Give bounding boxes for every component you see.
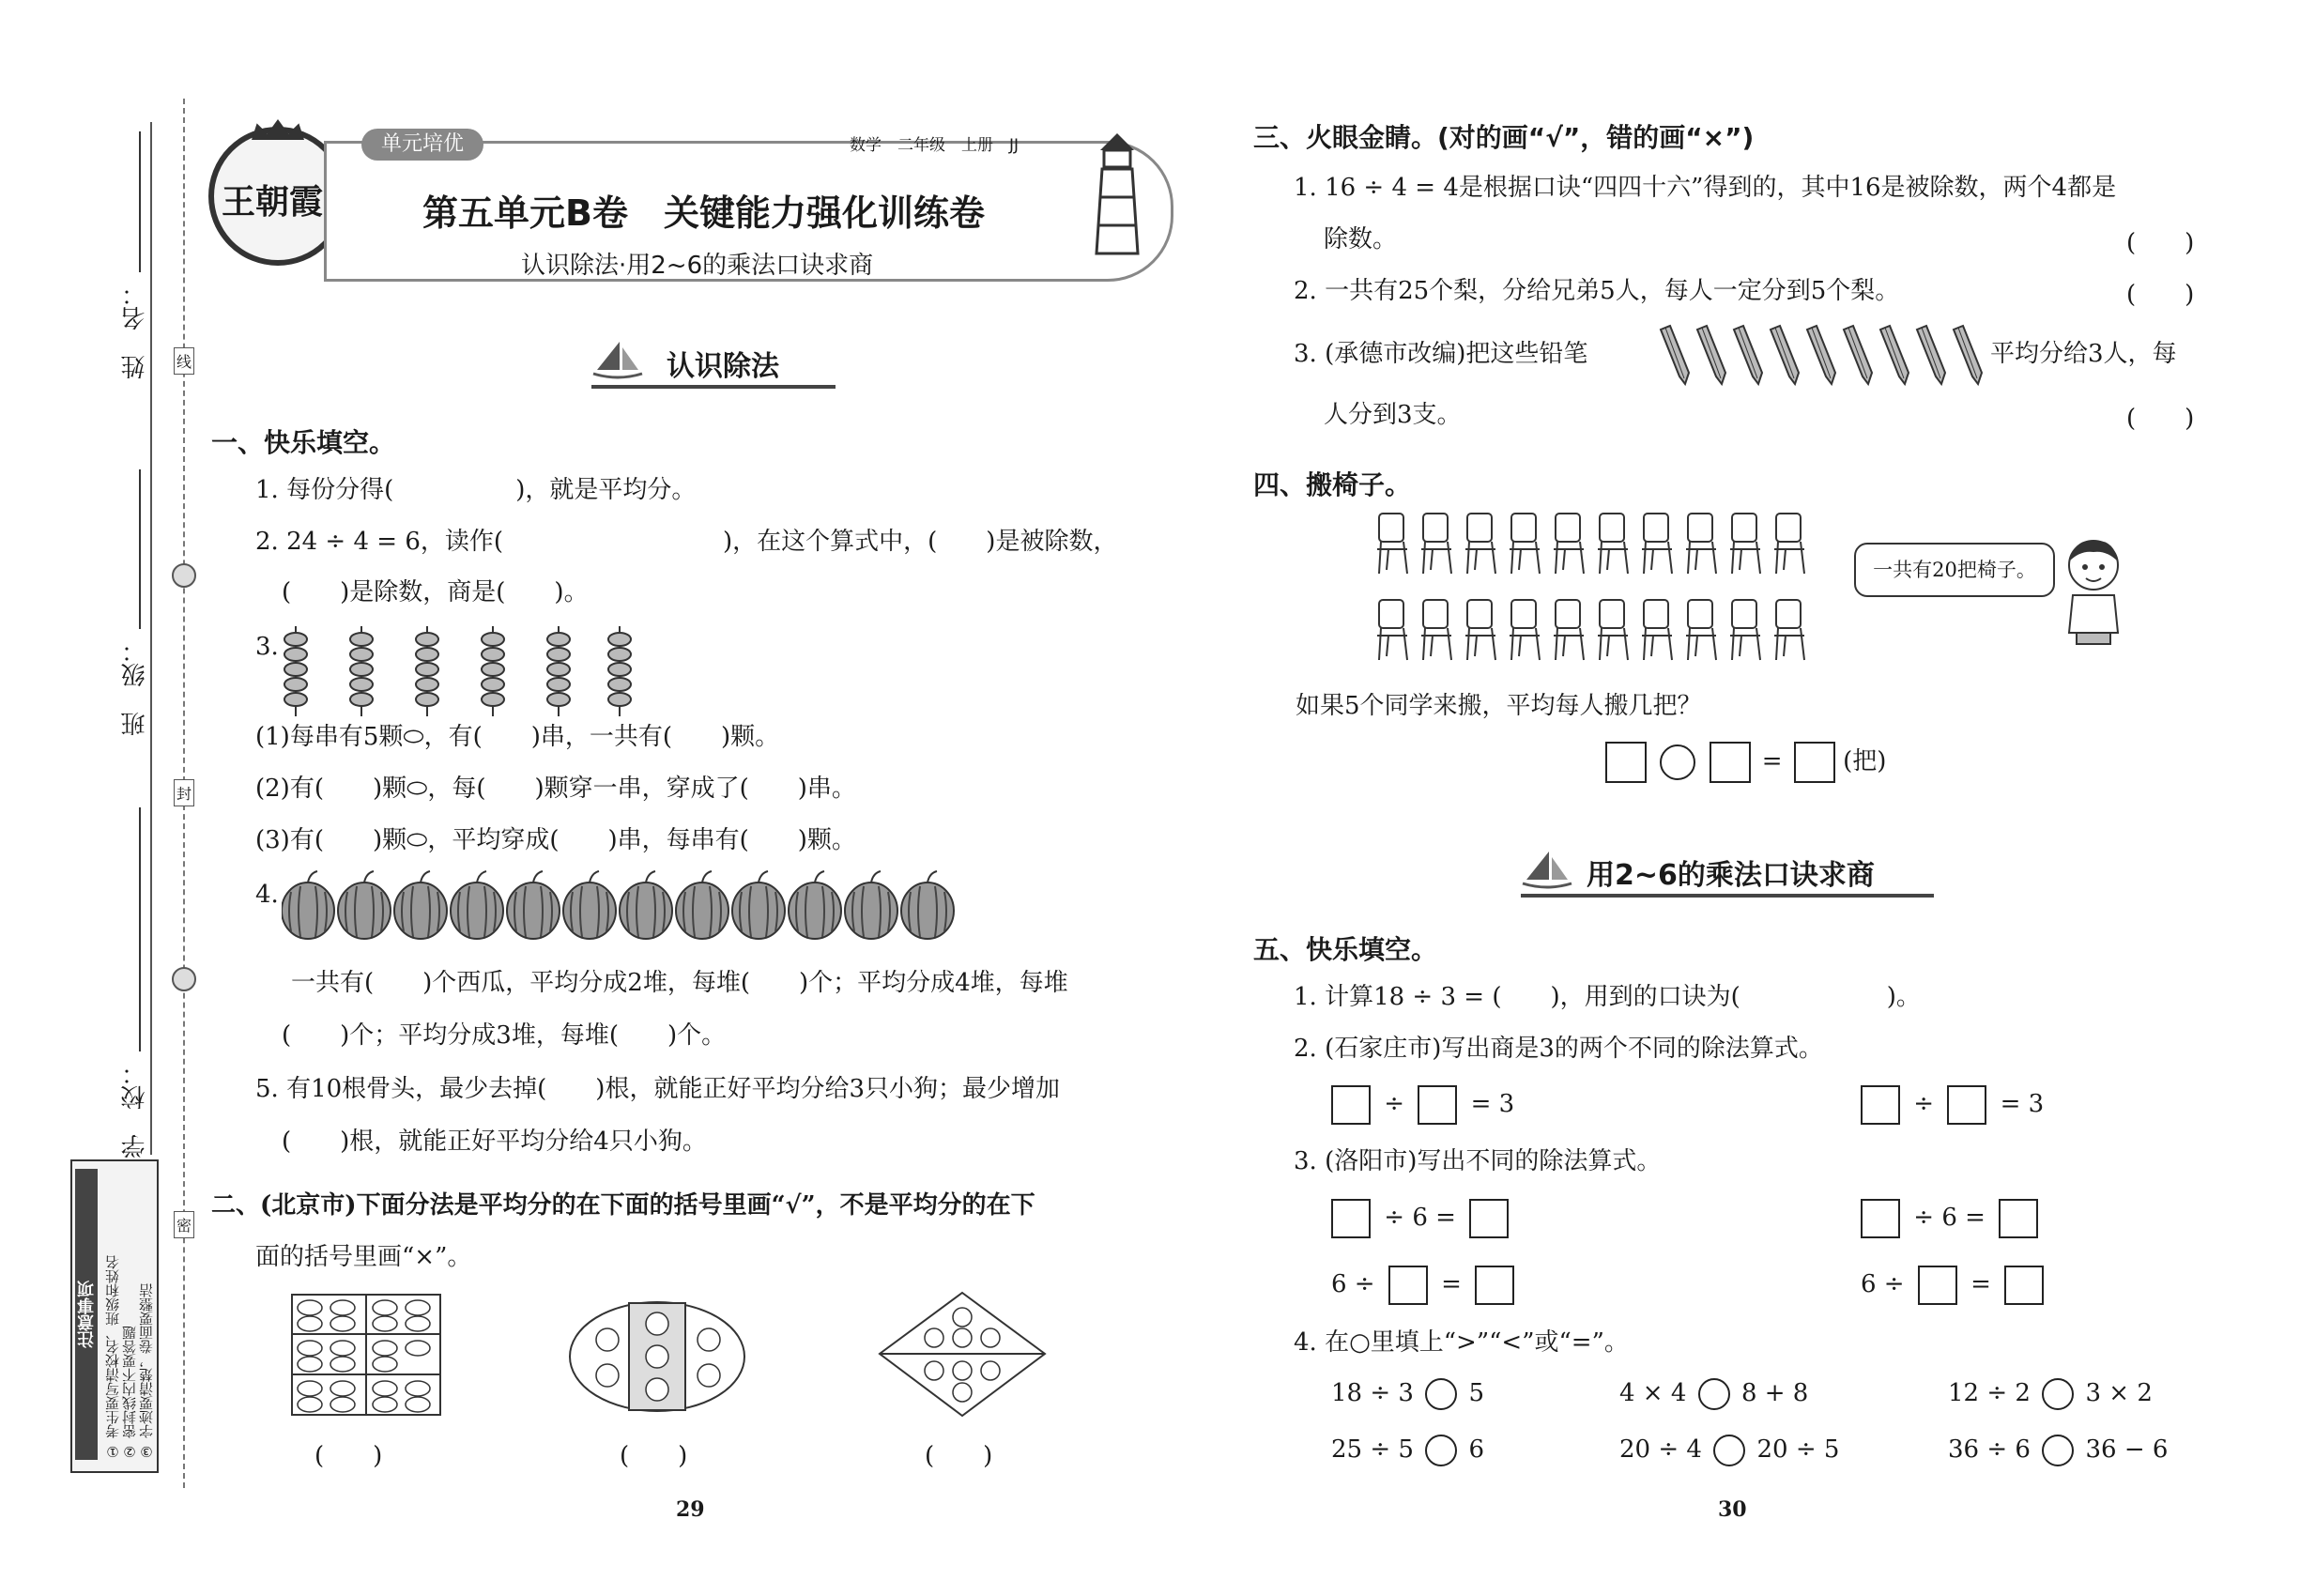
div-6-eq: ÷ 6 =	[1913, 1204, 1986, 1232]
q1-3-label: 3.	[255, 633, 279, 661]
q5-3-box-2a[interactable]	[1861, 1199, 1900, 1238]
notice-box	[70, 1159, 159, 1473]
q5-3-box-3b[interactable]	[1475, 1266, 1514, 1305]
section-underline-left	[591, 385, 836, 389]
q5-3-eq-3	[1331, 1266, 1514, 1305]
header-title: 第五单元B卷 关键能力强化训练卷	[422, 192, 985, 234]
q5-2-box-1b[interactable]	[1418, 1085, 1457, 1125]
q5-2-box-2b[interactable]	[1947, 1085, 1986, 1125]
logo-crown	[252, 119, 304, 140]
q1-2a: 2. 24 ÷ 4 = 6，读作( )，在这个算式中，( )是被除数，	[255, 528, 1118, 556]
notice-line-3: ③ 字迹要清楚，卷面要整洁	[138, 1283, 155, 1460]
q5-3-box-1b[interactable]	[1469, 1199, 1509, 1238]
q1-5b: ( )根，就能正好平均分给4只小狗。	[282, 1128, 707, 1156]
q1-3-3: (3)有( )颗⬭，平均穿成( )串，每串有( )颗。	[255, 826, 856, 854]
q5-2-eq-1	[1331, 1085, 1514, 1125]
chairs-image	[1375, 512, 1826, 667]
compare-circle-6[interactable]	[2042, 1435, 2074, 1466]
sailboat-icon-right	[1521, 850, 1573, 891]
page-number-left: 29	[676, 1497, 705, 1522]
q5-2-box-2a[interactable]	[1861, 1085, 1900, 1125]
school-line	[139, 807, 141, 1051]
seal-char-3: 密	[174, 1211, 194, 1238]
header-meta: 数学 二年级 上册 JJ	[850, 136, 1020, 155]
eq-3: = 3	[2000, 1090, 2045, 1118]
eq-sign: =	[1441, 1270, 1462, 1298]
q3-3b: 人分到3支。	[1324, 401, 1462, 429]
q1-3-1: (1)每串有5颗⬭，有( )串，一共有( )颗。	[255, 723, 780, 751]
notice-title: 注意事项	[75, 1169, 98, 1460]
q4-equals: =	[1761, 747, 1783, 775]
q3-3a: 3. (承德市改编)把这些铅笔	[1294, 340, 1588, 368]
q5-1: 1. 计算18 ÷ 3 = ( )，用到的口诀为( )。	[1294, 983, 1921, 1011]
q5-2-box-1a[interactable]	[1331, 1085, 1371, 1125]
compare-5	[1619, 1435, 1839, 1466]
q4-box-3[interactable]	[1794, 742, 1835, 783]
name-label: 姓 名：	[121, 282, 149, 379]
q4-question: 如果5个同学来搬，平均每人搬几把？	[1296, 692, 1702, 720]
name-line	[139, 131, 141, 272]
compare-left: 18 ÷ 3	[1331, 1379, 1414, 1407]
page-number-right: 30	[1718, 1497, 1747, 1522]
q5-3-box-4b[interactable]	[2004, 1266, 2044, 1305]
eq-3: = 3	[1470, 1090, 1515, 1118]
q5-3-eq-2	[1861, 1199, 2038, 1238]
q1-4-label: 4.	[255, 881, 279, 909]
q5-3-box-2b[interactable]	[1999, 1199, 2038, 1238]
series-badge: 单元培优	[361, 129, 483, 161]
compare-right: 6	[1468, 1435, 1485, 1464]
eq-sign: =	[1970, 1270, 1991, 1298]
part5-heading: 五、快乐填空。	[1253, 934, 1438, 965]
q5-3-box-4a[interactable]	[1918, 1266, 1957, 1305]
q3-3-answer[interactable]: ( )	[2126, 405, 2195, 433]
compare-right: 3 × 2	[2085, 1379, 2153, 1407]
compare-3	[1948, 1378, 2153, 1410]
notice-line-2: ② 密封线内不要答题	[121, 1326, 138, 1460]
class-line	[139, 469, 141, 629]
compare-right: 36 − 6	[2085, 1435, 2169, 1464]
part2-heading-b: 面的括号里画“×”。	[255, 1243, 472, 1271]
q1-2b: ( )是除数，商是( )。	[282, 578, 589, 606]
elephants-grid-figure	[291, 1294, 441, 1416]
q5-2: 2. (石家庄市)写出商是3的两个不同的除法算式。	[1294, 1035, 1823, 1063]
q5-3: 3. (洛阳市)写出不同的除法算式。	[1294, 1147, 1662, 1175]
q5-3-box-1a[interactable]	[1331, 1199, 1371, 1238]
compare-1	[1331, 1378, 1484, 1410]
q3-1-answer[interactable]: ( )	[2126, 229, 2195, 257]
bead-strings-image	[282, 624, 638, 718]
compare-left: 4 × 4	[1619, 1379, 1687, 1407]
part2-answer-1[interactable]: ( )	[314, 1442, 383, 1470]
flowers-diamond-figure	[878, 1291, 1047, 1418]
q5-2-eq-2	[1861, 1085, 2044, 1125]
ornament-2	[172, 967, 196, 991]
q3-2: 2. 一共有25个梨，分给兄弟5人，每人一定分到5个梨。	[1294, 277, 1900, 305]
part2-answer-3[interactable]: ( )	[925, 1442, 993, 1470]
compare-left: 36 ÷ 6	[1948, 1435, 2031, 1464]
compare-6	[1948, 1435, 2168, 1466]
compare-circle-2[interactable]	[1698, 1378, 1730, 1410]
section-title-right: 用2~6的乘法口诀求商	[1587, 859, 1875, 892]
compare-right: 5	[1468, 1379, 1485, 1407]
compare-4	[1331, 1435, 1484, 1466]
q4-operator-circle[interactable]	[1660, 744, 1695, 780]
six-div: 6 ÷	[1861, 1270, 1905, 1298]
section-title-left: 认识除法	[667, 350, 779, 383]
compare-circle-3[interactable]	[2042, 1378, 2074, 1410]
ornament-1	[172, 563, 196, 588]
q5-3-eq-4	[1861, 1266, 2044, 1305]
part3-heading: 三、火眼金睛。(对的画“√”，错的画“×”)	[1253, 122, 1755, 153]
q5-4: 4. 在○里填上“>”“<”或“=”。	[1294, 1328, 1629, 1357]
smileys-oval-figure	[568, 1300, 746, 1413]
part2-answer-2[interactable]: ( )	[620, 1442, 688, 1470]
six-div: 6 ÷	[1331, 1270, 1375, 1298]
compare-left: 12 ÷ 2	[1948, 1379, 2031, 1407]
seal-char-1: 线	[174, 347, 194, 375]
school-label: 学 校：	[121, 1061, 149, 1159]
compare-left: 25 ÷ 5	[1331, 1435, 1414, 1464]
part2-heading-a: 二、(北京市)下面分法是平均分的在下面的括号里画“√”，不是平均分的在下	[211, 1191, 1035, 1220]
section-underline-right	[1521, 894, 1934, 898]
q1-4a: 一共有( )个西瓜，平均分成2堆，每堆( )个；平均分成4堆，每堆	[291, 969, 1068, 997]
brand-name: 王朝霞	[222, 182, 324, 222]
part4-heading: 四、搬椅子。	[1253, 469, 1412, 500]
compare-circle-5[interactable]	[1713, 1435, 1745, 1466]
header-subtitle: 认识除法·用2~6的乘法口诀求商	[521, 252, 874, 280]
compare-left: 20 ÷ 4	[1619, 1435, 1702, 1464]
q3-3a2: 平均分给3人，每	[1990, 340, 2177, 368]
q5-3-eq-1	[1331, 1199, 1509, 1238]
q4-box-1[interactable]	[1605, 742, 1647, 783]
compare-circle-4[interactable]	[1425, 1435, 1457, 1466]
q3-1b: 除数。	[1324, 225, 1398, 253]
notice-line-1: ① 考生要写清校名、班级和姓名	[104, 1255, 121, 1460]
sailboat-icon	[591, 340, 644, 381]
q4-equation	[1605, 742, 1886, 783]
q1-1: 1. 每份分得( )，就是平均分。	[255, 476, 697, 504]
div-sign: ÷	[1384, 1090, 1405, 1118]
q1-4b: ( )个；平均分成3堆，每堆( )个。	[282, 1021, 727, 1050]
seal-char-2: 封	[174, 779, 194, 806]
div-sign: ÷	[1913, 1090, 1935, 1118]
q4-unit: (把)	[1843, 747, 1887, 775]
q5-3-box-3a[interactable]	[1388, 1266, 1428, 1305]
compare-right: 8 + 8	[1740, 1379, 1809, 1407]
q4-box-2[interactable]	[1710, 742, 1751, 783]
watermelons-image	[282, 864, 958, 948]
q1-5a: 5. 有10根骨头，最少去掉( )根，就能正好平均分给3只小狗；最少增加	[255, 1075, 1060, 1103]
part1-heading: 一、快乐填空。	[211, 427, 396, 458]
q3-2-answer[interactable]: ( )	[2126, 281, 2195, 309]
q1-3-2: (2)有( )颗⬭，每( )颗穿一串，穿成了( )串。	[255, 775, 856, 803]
compare-right: 20 ÷ 5	[1756, 1435, 1840, 1464]
speech-bubble: 一共有20把椅子。	[1854, 543, 2055, 597]
compare-2	[1619, 1378, 1808, 1410]
compare-circle-1[interactable]	[1425, 1378, 1457, 1410]
boy-icon	[2056, 535, 2131, 648]
q3-1a: 1. 16 ÷ 4 = 4是根据口诀“四四十六”得到的，其中16是被除数，两个4都是	[1294, 174, 2117, 202]
lighthouse-icon	[1080, 131, 1155, 258]
div-6-eq: ÷ 6 =	[1384, 1204, 1456, 1232]
class-label: 班 级：	[121, 638, 149, 736]
pencils-image	[1657, 324, 1990, 390]
